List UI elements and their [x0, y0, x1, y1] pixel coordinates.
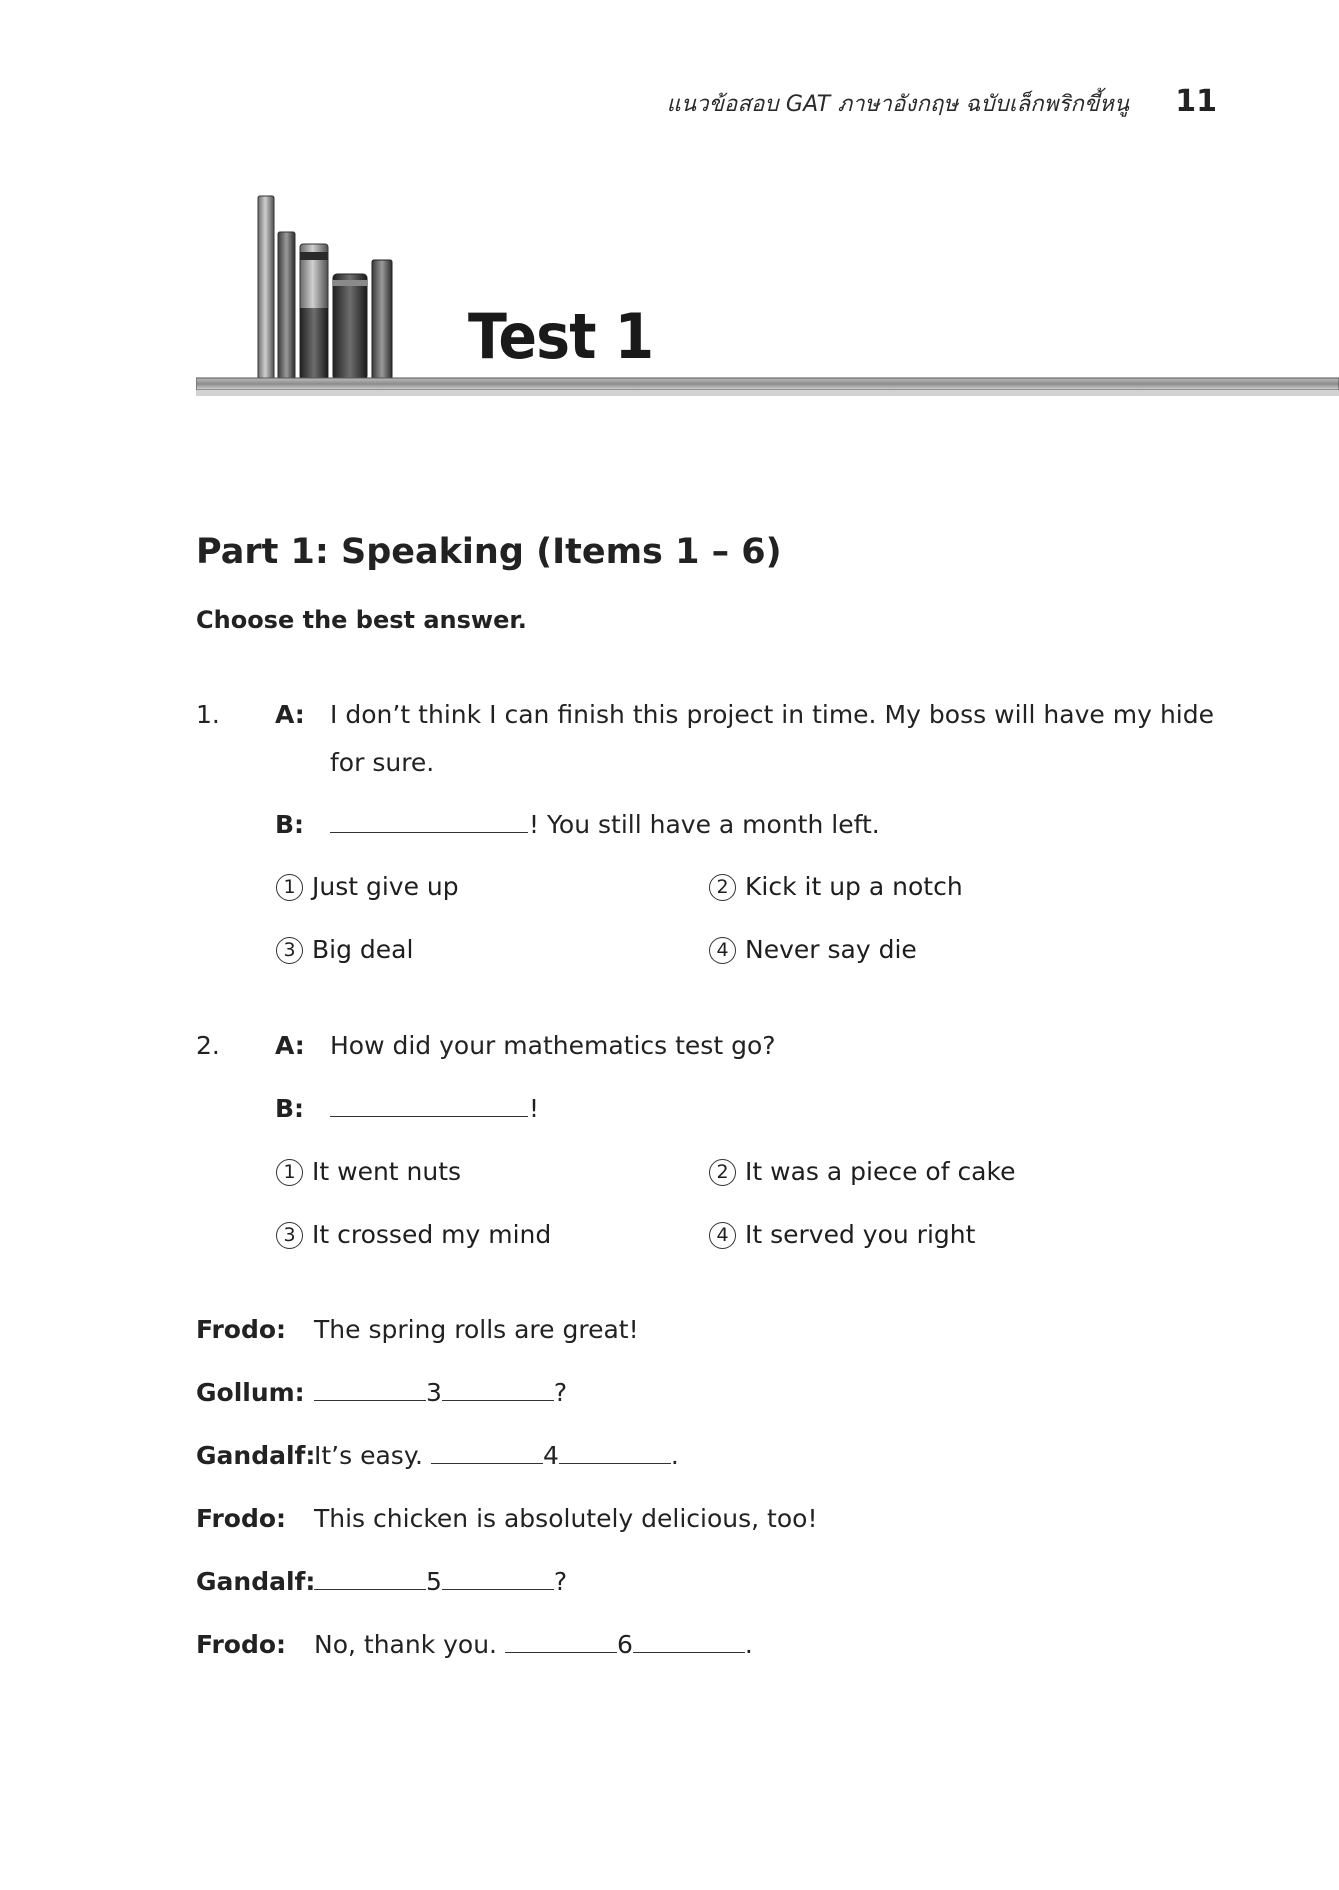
answer-option[interactable]: [709, 1157, 1015, 1187]
dialogue-line: [196, 1378, 567, 1408]
answer-blank: [633, 1630, 745, 1653]
option-text: Just give up: [312, 872, 459, 901]
speaker-b-label: B:: [275, 810, 305, 839]
page-number: 11: [1175, 84, 1217, 119]
answer-blank: [330, 1094, 528, 1117]
speaker-a-label: A:: [275, 1031, 305, 1060]
option-number-circle: 1: [276, 1159, 303, 1186]
answer-option[interactable]: [276, 1157, 461, 1187]
speaker-name: Frodo:: [196, 1504, 287, 1533]
blank-number: 5: [426, 1567, 442, 1596]
dialogue-line: [196, 1504, 817, 1534]
speaker-a-line: I don’t think I can finish this project in time. My boss will have my hide: [330, 700, 1214, 729]
speaker-name: Gollum:: [196, 1378, 305, 1407]
speaker-b-line: [330, 810, 880, 840]
speaker-name: Gandalf:: [196, 1441, 316, 1470]
part-heading: Part 1: Speaking (Items 1 – 6): [196, 532, 782, 572]
blank-number: 4: [542, 1441, 559, 1470]
option-text: It crossed my mind: [312, 1220, 552, 1249]
option-text: Big deal: [312, 935, 414, 964]
speaker-a-label: A:: [275, 700, 305, 729]
dialogue-line: [196, 1441, 679, 1471]
option-number-circle: 2: [709, 1159, 736, 1186]
speaker-a-line: for sure.: [330, 748, 435, 777]
answer-blank: [431, 1441, 543, 1464]
dialogue-punct: ?: [553, 1378, 568, 1407]
blank-number: 6: [616, 1630, 633, 1659]
option-number-circle: 4: [709, 937, 736, 964]
dialogue-line: [196, 1567, 567, 1597]
dialogue-text: The spring rolls are great!: [314, 1315, 639, 1344]
book-title: แนวข้อสอบ GAT ภาษาอังกฤษ ฉบับเล็กพริกขี้หนู: [666, 92, 1130, 117]
answer-blank: [314, 1378, 426, 1401]
answer-option[interactable]: [709, 1220, 975, 1250]
answer-blank: [505, 1630, 617, 1653]
speaker-b-text: ! You still have a month left.: [529, 810, 880, 839]
option-number-circle: 4: [709, 1222, 736, 1249]
speaker-name: Frodo:: [196, 1630, 287, 1659]
dialogue-punct: .: [670, 1441, 679, 1470]
test-title: Test 1: [468, 300, 654, 373]
dialogue-text: It’s easy.: [314, 1441, 423, 1470]
speaker-b-text: !: [529, 1094, 540, 1123]
speaker-b-line: [330, 1094, 539, 1124]
speaker-b-label: B:: [275, 1094, 305, 1123]
option-text: It served you right: [745, 1220, 976, 1249]
test-banner: [196, 190, 1339, 415]
speaker-a-line: How did your mathematics test go?: [330, 1031, 776, 1060]
instruction: Choose the best answer.: [196, 606, 527, 634]
answer-blank: [442, 1378, 554, 1401]
answer-blank: [442, 1567, 554, 1590]
answer-blank: [559, 1441, 671, 1464]
dialogue-text: No, thank you.: [314, 1630, 498, 1659]
option-number-circle: 3: [276, 1222, 303, 1249]
option-text: Kick it up a notch: [745, 872, 963, 901]
option-number-circle: 2: [709, 874, 736, 901]
speaker-name: Gandalf:: [196, 1567, 316, 1596]
answer-blank: [314, 1567, 426, 1590]
dialogue-line: [196, 1630, 753, 1660]
answer-blank: [330, 810, 528, 833]
dialogue-line: [196, 1315, 639, 1345]
question-number: 2.: [196, 1031, 220, 1060]
answer-option[interactable]: [276, 1220, 551, 1250]
option-text: It went nuts: [312, 1157, 462, 1186]
speaker-name: Frodo:: [196, 1315, 287, 1344]
dialogue-punct: ?: [553, 1567, 568, 1596]
option-number-circle: 1: [276, 874, 303, 901]
answer-option[interactable]: [276, 935, 413, 965]
answer-option[interactable]: [276, 872, 459, 902]
answer-option[interactable]: [709, 935, 917, 965]
question-number: 1.: [196, 700, 220, 729]
option-number-circle: 3: [276, 937, 303, 964]
blank-number: 3: [426, 1378, 442, 1407]
books-shelf-illustration: [196, 190, 1339, 415]
dialogue-text: This chicken is absolutely delicious, too!: [314, 1504, 818, 1533]
dialogue-punct: .: [744, 1630, 753, 1659]
answer-option[interactable]: [709, 872, 963, 902]
running-header: [667, 84, 1217, 121]
option-text: It was a piece of cake: [745, 1157, 1016, 1186]
option-text: Never say die: [745, 935, 917, 964]
